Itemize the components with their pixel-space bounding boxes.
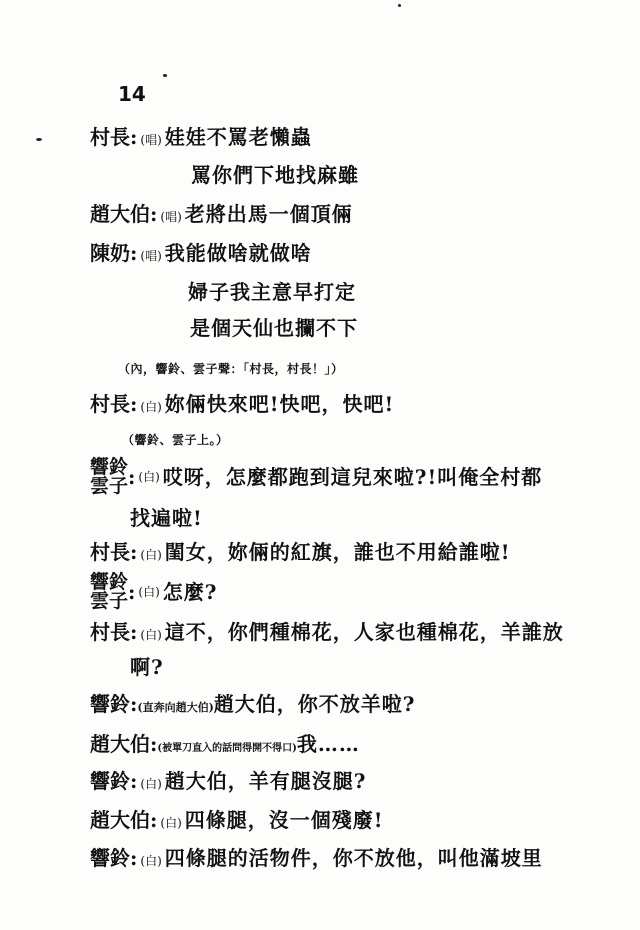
speaker-name: 響鈴 xyxy=(90,692,130,716)
ink-speck xyxy=(398,4,401,7)
speaker-pair xyxy=(90,458,128,496)
line-text: 我…… xyxy=(296,732,360,756)
delivery-mark: (白) xyxy=(138,585,160,599)
line-text: 啊? xyxy=(130,655,164,679)
speaker-name: 村長 xyxy=(90,620,130,644)
line-text: 找遍啦! xyxy=(130,506,203,530)
line-text: 趙大伯，你不放羊啦? xyxy=(213,692,416,716)
line-text: 婦子我主意早打定 xyxy=(188,280,356,304)
dialogue-continuation xyxy=(130,657,164,677)
dialogue-line: 響鈴: (白) 趙大伯，羊有腿沒腿? xyxy=(90,769,367,793)
dialogue-line: 村長: (白) 這不，你們種棉花，人家也種棉花，羊誰放 xyxy=(90,620,564,644)
stage-direction xyxy=(122,431,229,447)
dialogue-line: 村長: (白) 妳倆快來吧!快吧，快吧! xyxy=(90,392,395,416)
speaker-name: 雲子 xyxy=(90,590,129,612)
delivery-mark: (白) xyxy=(140,400,162,414)
speaker-name: 雲子 xyxy=(90,475,129,497)
speaker-name: 村長 xyxy=(90,540,130,564)
line-text: 四條腿，沒一個殘廢! xyxy=(184,808,384,832)
ink-speck xyxy=(163,74,167,77)
dialogue-line: 村長: (白) 閨女，妳倆的紅旗，誰也不用給誰啦! xyxy=(90,540,511,564)
speaker-name: 趙大伯 xyxy=(90,732,150,756)
delivery-mark: (直奔向趙大伯) xyxy=(137,701,214,714)
dialogue-line: 趙大伯:(被單刀直入的話問得開不得口)我…… xyxy=(90,732,360,756)
stage-text: （內，響鈴、雲子聲：「村長，村長！」） xyxy=(118,362,344,376)
ink-speck xyxy=(36,138,42,141)
line-text: 是個天仙也攔不下 xyxy=(190,316,358,340)
line-text: 娃娃不罵老懶蟲 xyxy=(164,125,312,149)
dialogue-continuation xyxy=(188,282,356,302)
speaker-name: 響鈴 xyxy=(90,769,130,793)
stage-direction xyxy=(118,360,344,376)
speaker-name: 響鈴 xyxy=(90,571,129,593)
line-text: 哎呀，怎麼都跑到這兒來啦?!叫俺全村都 xyxy=(162,465,543,489)
line-text: 老將出馬一個頂倆 xyxy=(184,202,353,226)
delivery-mark: (唱) xyxy=(160,210,182,224)
delivery-mark: (白) xyxy=(140,777,162,791)
delivery-mark: (被單刀直入的話問得開不得口) xyxy=(157,743,297,754)
dialogue-line: 趙大伯: (唱) 老將出馬一個頂倆 xyxy=(90,202,353,226)
speaker-name: 趙大伯 xyxy=(90,202,150,226)
dialogue-continuation xyxy=(190,318,358,338)
line-text: 這不，你們種棉花，人家也種棉花，羊誰放 xyxy=(164,620,564,644)
dialogue-continuation xyxy=(130,508,203,528)
speaker-name: 村長 xyxy=(90,125,130,149)
dialogue-continuation xyxy=(191,165,359,185)
page-number: 14 xyxy=(118,82,146,106)
line-text: 我能做啥就做啥 xyxy=(164,241,312,265)
dialogue-line: 趙大伯: (白) 四條腿，沒一個殘廢! xyxy=(90,808,384,832)
line-text: 怎麼? xyxy=(162,580,218,604)
dialogue-line: 響鈴:(直奔向趙大伯)趙大伯，你不放羊啦? xyxy=(90,692,416,716)
delivery-mark: (白) xyxy=(140,628,162,642)
dialogue-line: 村長: (唱) 娃娃不罵老懶蟲 xyxy=(90,125,312,149)
speaker-name: 村長 xyxy=(90,392,130,416)
speaker-name: 陳奶 xyxy=(90,241,130,265)
line-text: 四條腿的活物件，你不放他，叫他滿坡里 xyxy=(164,846,543,870)
dialogue-line: 響鈴 雲子: (白) 怎麼? xyxy=(90,571,218,612)
delivery-mark: (白) xyxy=(160,816,182,830)
delivery-mark: (白) xyxy=(138,470,160,484)
delivery-mark: (白) xyxy=(140,854,162,868)
delivery-mark: (唱) xyxy=(140,249,162,263)
speaker-pair xyxy=(90,573,128,611)
dialogue-line: 陳奶: (唱) 我能做啥就做啥 xyxy=(90,241,312,265)
delivery-mark: (唱) xyxy=(140,133,162,147)
line-text: 趙大伯，羊有腿沒腿? xyxy=(164,769,367,793)
speaker-name: 響鈴 xyxy=(90,456,129,478)
speaker-name: 趙大伯 xyxy=(90,808,150,832)
speaker-name: 響鈴 xyxy=(90,846,130,870)
delivery-mark: (白) xyxy=(140,548,162,562)
line-text: 妳倆快來吧!快吧，快吧! xyxy=(164,392,395,416)
dialogue-line: 響鈴: (白) 四條腿的活物件，你不放他，叫他滿坡里 xyxy=(90,846,543,870)
dialogue-line: 響鈴 雲子: (白) 哎呀，怎麼都跑到這兒來啦?!叫俺全村都 xyxy=(90,456,543,497)
line-text: 閨女，妳倆的紅旗，誰也不用給誰啦! xyxy=(164,540,511,564)
stage-text: （響鈴、雲子上。） xyxy=(122,433,229,447)
line-text: 罵你們下地找麻雖 xyxy=(191,163,359,187)
